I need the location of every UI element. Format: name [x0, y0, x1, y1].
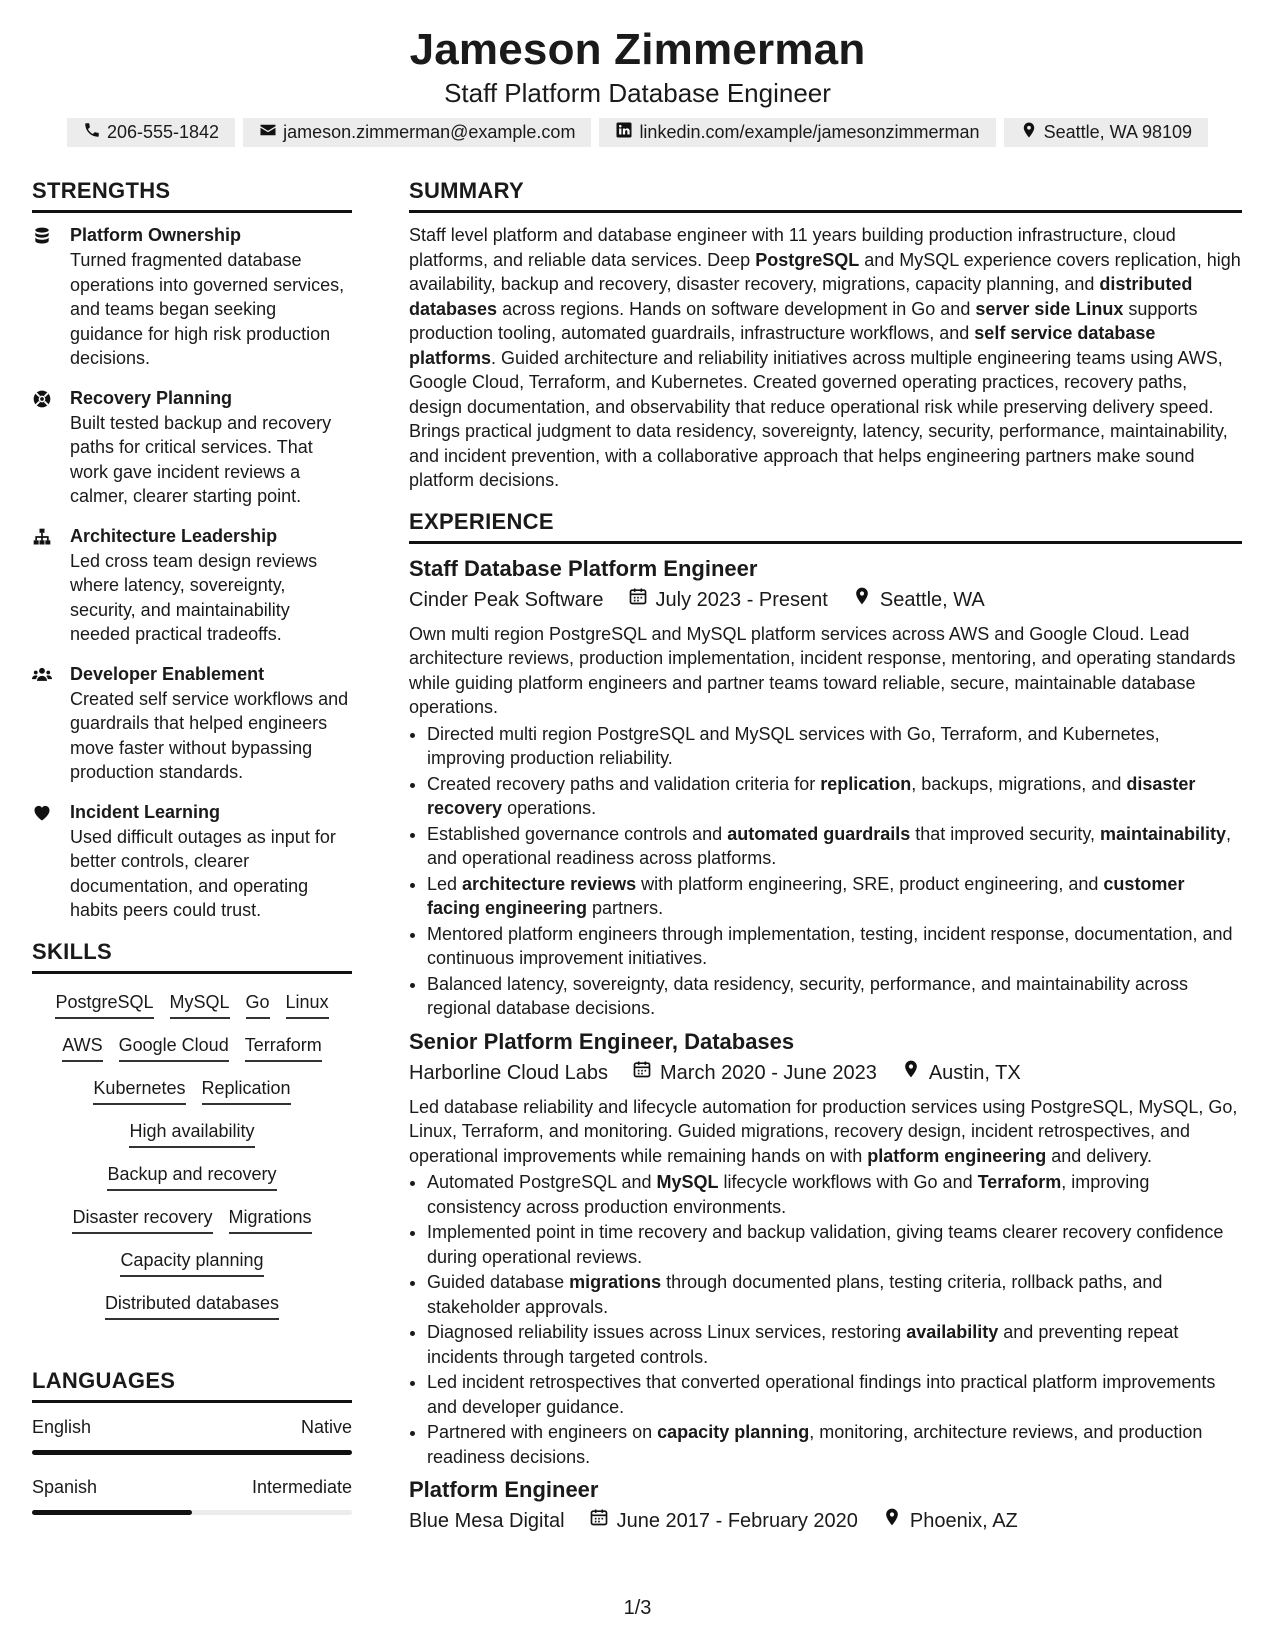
job-bullet: • Directed multi region PostgreSQL and MySQL services with Go, Terraform, and Kubernetes, improving production reliability. — [427, 722, 1242, 771]
summary-text: Staff level platform and database engineer with 11 years building production infrastructure, cloud platforms, and reliable data services. Deep PostgreSQL and MySQL experience covers replication, high availability, backup and recovery, disaster recovery, migrations, capacity planning, and distributed databases across regions. Hands on software development in Go and server side Linux supports production tooling, automated guardrails, infrastructure workflows, and self service database platforms. Guided architecture and reliability initiatives across multiple engineering teams using AWS, Google Cloud, Terraform, and Kubernetes. Created governed operating practices, recovery paths, design documentation, and observability that reduce operational risk while preserving delivery speed. Brings practical judgment to data residency, sovereignty, latency, security, performance, maintainability, and incident prevention, with a collaborative approach that helps engineering partners make sound platform decisions. — [409, 225, 1241, 490]
life-ring-icon — [32, 386, 70, 509]
skill-tag: Distributed databases — [105, 1291, 279, 1320]
resume-header — [0, 0, 1275, 147]
strength-item — [32, 524, 352, 647]
job-bullet: • Balanced latency, sovereignty, data residency, security, performance, and maintainability across regional database decisions. — [427, 972, 1242, 1021]
company-name: Blue Mesa Digital — [409, 1510, 565, 1532]
strengths-heading: STRENGTHS — [32, 178, 352, 213]
skill-tag: Migrations — [229, 1205, 312, 1234]
phone-icon — [83, 121, 101, 144]
language-item — [32, 1477, 352, 1515]
language-item — [32, 1417, 352, 1455]
contact-email[interactable] — [243, 118, 591, 147]
strength-desc: Created self service workflows and guardrails that helped engineers move faster without bypassing production standards. — [70, 688, 349, 782]
job-bullet: • Partnered with engineers on capacity planning, monitoring, architecture reviews, and production readiness decisions. — [427, 1420, 1242, 1469]
strength-item — [32, 800, 352, 923]
language-level: Native — [300, 1416, 352, 1437]
job-bullet: • Led incident retrospectives that converted operational findings into practical platform improvements and developer guidance. — [427, 1370, 1242, 1419]
skill-tag: Replication — [202, 1076, 291, 1105]
linkedin-text: linkedin.com/example/jamesonzimmerman — [639, 122, 980, 142]
job-bullet: • Diagnosed reliability issues across Linux services, restoring availability and preventing repeat incidents through targeted controls. — [427, 1320, 1242, 1369]
job-bullet: • Automated PostgreSQL and MySQL lifecycle workflows with Go and Terraform, improving consistency across production environments. — [427, 1170, 1242, 1219]
contact-phone[interactable] — [67, 118, 235, 147]
linkedin-icon — [615, 121, 633, 144]
languages-heading: LANGUAGES — [32, 1368, 352, 1403]
strength-desc: Used difficult outages as input for better controls, clearer documentation, and operating habits peers could trust. — [70, 826, 336, 920]
job-title: Senior Platform Engineer, Databases — [409, 1028, 795, 1054]
heart-icon — [32, 800, 70, 923]
database-icon — [32, 223, 70, 371]
job-bullets — [409, 1170, 1242, 1469]
job-entry — [409, 1475, 1242, 1535]
skill-tag: AWS — [62, 1033, 102, 1062]
job-location: Austin, TX — [928, 1061, 1021, 1084]
job-bullet: • Mentored platform engineers through implementation, testing, incident response, documentation, and continuous improvement initiatives. — [427, 922, 1242, 971]
strength-title: Developer Enablement — [70, 663, 265, 684]
email-text: jameson.zimmerman@example.com — [283, 122, 576, 142]
skill-tag: Disaster recovery — [72, 1205, 212, 1234]
job-location: Seattle, WA — [879, 588, 985, 611]
contact-location — [1004, 118, 1208, 147]
map-pin-icon — [1020, 121, 1038, 144]
users-icon — [32, 662, 70, 785]
strength-desc: Turned fragmented database operations into governed services, and teams began seeking guidance for high risk production decisions. — [70, 250, 345, 368]
job-description: Led database reliability and lifecycle automation for production services using PostgreSQL, MySQL, Go, Linux, Terraform, and monitoring. Guided migrations, recovery design, incident retrospectives, and operational improvements while remaining hands on with platform engineering and delivery. — [409, 1096, 1238, 1166]
skill-tag: Go — [246, 990, 270, 1019]
language-level: Intermediate — [251, 1476, 352, 1497]
job-meta — [409, 1059, 1242, 1087]
skills-heading: SKILLS — [32, 939, 352, 974]
phone-text: 206-555-1842 — [106, 122, 220, 142]
skill-tag: Terraform — [245, 1033, 322, 1062]
job-title: Staff Database Platform Engineer — [409, 555, 758, 581]
envelope-icon — [259, 121, 277, 144]
job-meta — [409, 1507, 1242, 1535]
skills-list — [32, 984, 352, 1320]
left-column — [32, 178, 352, 1515]
strength-desc: Built tested backup and recovery paths for critical services. That work gave incident reviews a calmer, clearer starting point. — [70, 412, 332, 506]
job-location: Phoenix, AZ — [909, 1510, 1018, 1532]
job-entry — [409, 1027, 1242, 1470]
language-name: Spanish — [32, 1476, 98, 1497]
strength-title: Incident Learning — [70, 801, 221, 822]
skill-tag: Backup and recovery — [107, 1162, 276, 1191]
strengths-list — [32, 223, 352, 923]
map-pin-icon — [901, 1059, 921, 1087]
strength-title: Platform Ownership — [70, 225, 242, 245]
strength-item — [32, 223, 352, 371]
company-name: Harborline Cloud Labs — [409, 1061, 609, 1084]
job-bullet: • Led architecture reviews with platform engineering, SRE, product engineering, and customer facing engineering partners. — [427, 872, 1242, 921]
company-name: Cinder Peak Software — [409, 588, 604, 611]
language-name: English — [32, 1416, 92, 1437]
skill-tag: High availability — [129, 1119, 254, 1148]
calendar-icon — [632, 1059, 652, 1087]
job-bullet: • Established governance controls and automated guardrails that improved security, maintainability, and operational readiness across platforms. — [427, 822, 1242, 871]
calendar-icon — [589, 1507, 609, 1535]
strength-title: Architecture Leadership — [70, 525, 278, 546]
map-pin-icon — [852, 586, 872, 614]
job-dates: March 2020 - June 2023 — [660, 1061, 877, 1084]
candidate-role: Staff Platform Database Engineer — [444, 78, 831, 108]
location-text: Seattle, WA 98109 — [1043, 122, 1193, 142]
job-meta — [409, 586, 1242, 614]
candidate-name: Jameson Zimmerman — [409, 25, 866, 74]
experience-heading: EXPERIENCE — [409, 509, 1242, 544]
contact-linkedin[interactable] — [599, 118, 995, 147]
language-proficiency-fill — [32, 1450, 352, 1455]
job-dates: June 2017 - February 2020 — [616, 1510, 858, 1532]
map-pin-icon — [882, 1507, 902, 1535]
calendar-icon — [628, 586, 648, 614]
job-description: Own multi region PostgreSQL and MySQL platform services across AWS and Google Cloud. Lead architecture reviews, production implementation, incident response, mentoring, and operating standards while guiding platform engineers and partner teams toward reliable, secure, maintainable database operations. — [409, 623, 1236, 717]
contact-bar — [0, 118, 1275, 147]
skill-tag: Kubernetes — [93, 1076, 185, 1105]
language-proficiency-fill — [32, 1510, 192, 1515]
sitemap-icon — [32, 524, 70, 647]
job-title: Platform Engineer — [409, 1477, 599, 1502]
job-bullet: • Implemented point in time recovery and backup validation, giving teams clearer recovery confidence during operational reviews. — [427, 1220, 1242, 1269]
skill-tag: MySQL — [170, 990, 230, 1019]
language-proficiency-bar — [32, 1510, 352, 1515]
strength-item — [32, 662, 352, 785]
strength-title: Recovery Planning — [70, 387, 233, 408]
job-bullet: • Guided database migrations through documented plans, testing criteria, rollback paths, and stakeholder approvals. — [427, 1270, 1242, 1319]
page-number: 1/3 — [623, 1597, 652, 1619]
summary-heading: SUMMARY — [409, 178, 1242, 213]
skill-tag: Capacity planning — [120, 1248, 263, 1277]
job-bullet: • Created recovery paths and validation criteria for replication, backups, migrations, and disaster recovery operations. — [427, 772, 1242, 821]
strength-item — [32, 386, 352, 509]
strength-desc: Led cross team design reviews where latency, sovereignty, security, and maintainability needed practical tradeoffs. — [70, 550, 318, 644]
job-bullets — [409, 722, 1242, 1021]
job-dates: July 2023 - Present — [655, 588, 828, 611]
skill-tag: PostgreSQL — [55, 990, 153, 1019]
language-proficiency-bar — [32, 1450, 352, 1455]
right-column — [409, 178, 1242, 1543]
skill-tag: Linux — [286, 990, 329, 1019]
skill-tag: Google Cloud — [119, 1033, 229, 1062]
job-entry — [409, 554, 1242, 1021]
